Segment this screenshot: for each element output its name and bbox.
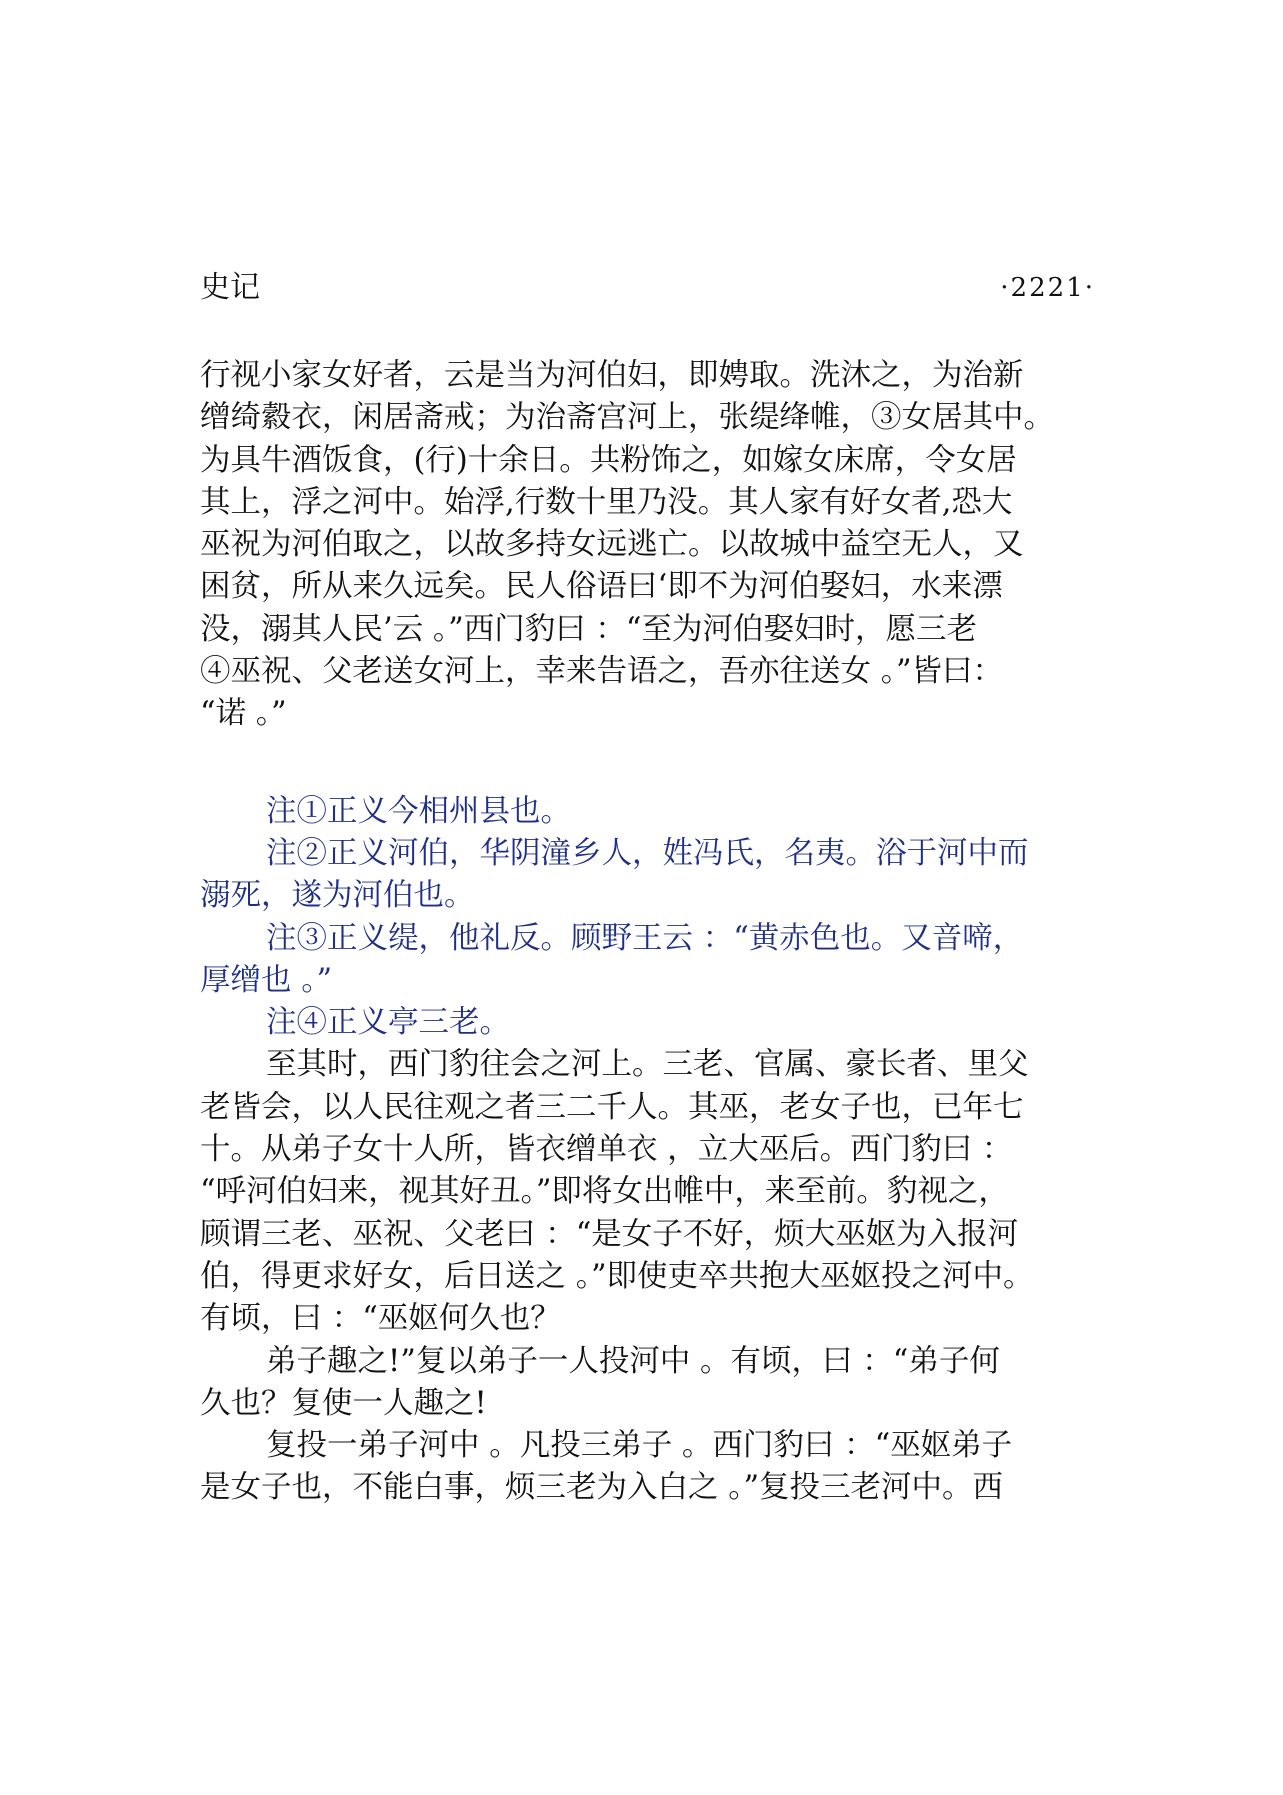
paragraph-1 [200, 355, 1105, 736]
text-line: 复投一弟子河中 。凡投三弟子 。西门豹曰 ：“巫妪弟子 [266, 1428, 1013, 1464]
page-header [200, 268, 1095, 308]
text-line: 巫祝为河伯取之，以故多持女远逃亡。以故城中益空无人，又 [200, 527, 1024, 563]
note-2-continued: 溺死，遂为河伯也。 [200, 878, 475, 914]
text-line: “诺 。” [200, 696, 287, 732]
text-line: 没，溺其人民’云 。”西门豹曰 ：“至为河伯娶妇时，愿三老 [200, 611, 978, 647]
paragraph-2 [200, 1044, 1105, 1340]
book-title: 史记 [200, 270, 260, 305]
text-line: 十。从弟子女十人所，皆衣缯单衣 ，立大巫后。西门豹曰 ： [200, 1132, 1013, 1168]
text-line: ④巫祝、父老送女河上，幸来告语之，吾亦往送女 。”皆曰： [200, 654, 1004, 690]
text-line: 行视小家女好者，云是当为河伯妇，即娉取。洗沐之，为治新 [200, 358, 1024, 393]
note-1: 注①正义今相州县也。 [266, 793, 571, 829]
note-2: 注②正义河伯，华阴潼乡人，姓冯氏，名夷。浴于河中而 [266, 835, 1029, 871]
text-line: 是女子也，不能白事，烦三老为入白之 。”复投三老河中。西 [200, 1470, 1004, 1506]
text-line: 伯，得更求好女，后日送之 。”即使吏卒共抱大巫妪投之河中。 [200, 1258, 1034, 1294]
paragraph-gap [200, 736, 1105, 791]
annotations [200, 791, 1105, 1045]
text-line: 有顷，曰 ：“巫妪何久也？ [200, 1301, 561, 1337]
text-line: 为具牛酒饭食，(行)十余日。共粉饰之，如嫁女床席，令女居 [200, 442, 1017, 478]
note-4: 注④正义亭三老。 [266, 1005, 510, 1041]
text-line: 弟子趣之!”复以弟子一人投河中 。有顷，曰 ：“弟子何 [266, 1343, 1000, 1379]
text-line: 至其时，西门豹往会之河上。三老、官属、豪长者、里父 [266, 1047, 1029, 1083]
paragraph-4 [200, 1425, 1105, 1510]
paragraph-3 [200, 1341, 1105, 1426]
page-number: ·2221· [1000, 273, 1095, 303]
text-line: 老皆会，以人民往观之者三二千人。其巫，老女子也，已年七 [200, 1089, 1024, 1125]
text-line: 缯绮縠衣，闲居斋戒；为治斋宫河上，张缇绛帷，③女居其中。 [200, 400, 1054, 436]
text-line: 其上，浮之河中。始浮,行数十里乃没。其人家有好女者,恐大 [200, 484, 1013, 520]
text-line: “呼河伯妇来，视其好丑。”即将女出帷中，来至前。豹视之， [200, 1174, 1009, 1210]
text-line: 久也？复使一人趣之! [200, 1385, 487, 1421]
note-3: 注③正义缇，他礼反。顾野王云 ：“黄赤色也。又音啼， [266, 920, 1024, 956]
text-line: 困贫，所从来久远矣。民人俗语曰‘即不为河伯娶妇，水来漂 [200, 569, 1003, 605]
note-3-continued: 厚缯也 。” [200, 962, 333, 998]
page-body [200, 355, 1105, 1510]
text-line: 顾谓三老、巫祝、父老曰 ：“是女子不好，烦大巫妪为入报河 [200, 1216, 1019, 1252]
